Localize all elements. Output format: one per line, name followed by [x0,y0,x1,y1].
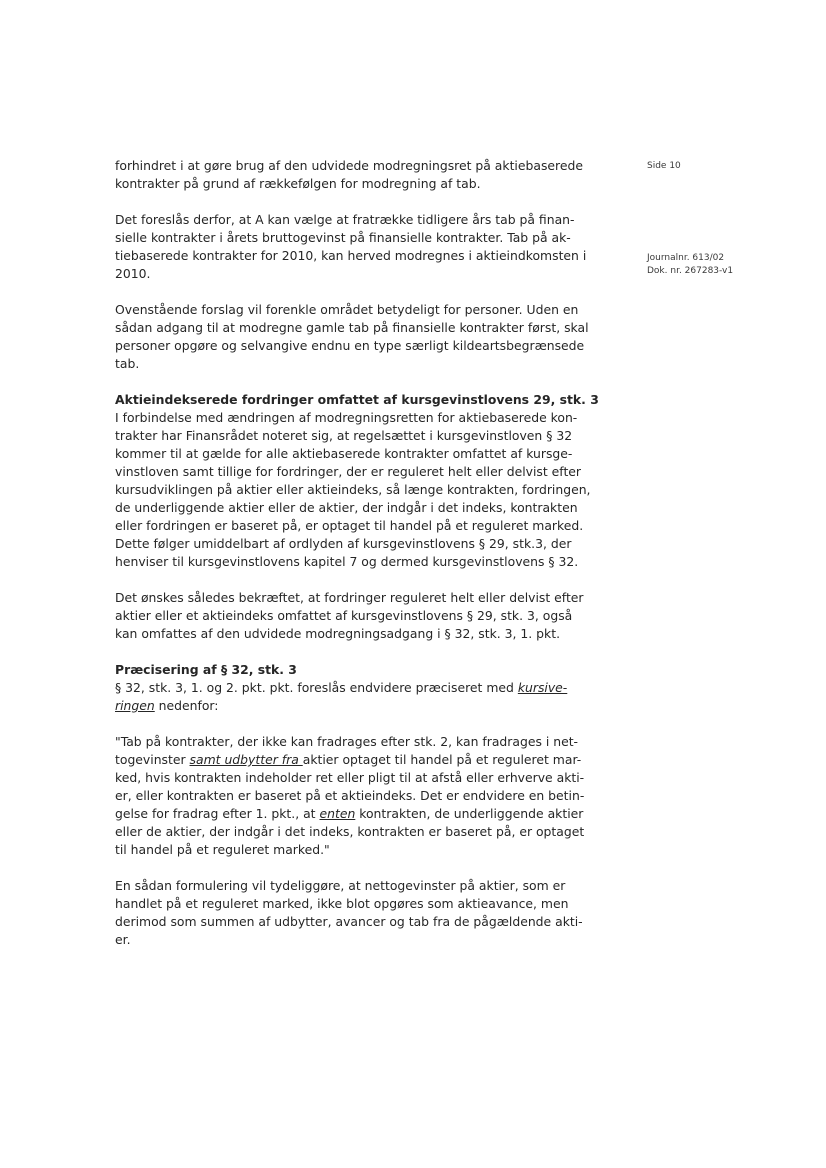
paragraph-1 [115,157,605,193]
text-line: kontrakter på grund af rækkefølgen for modregning af tab. [115,176,481,191]
text-line: trakter har Finansrådet noteret sig, at regelsættet i kursgevinstloven § 32 [115,428,573,443]
text-run: nedenfor: [154,698,219,713]
text-line [115,751,605,769]
emphasis-text: ringen [115,698,155,713]
text-line: Det foreslås derfor, at A kan vælge at fratrække tidligere års tab på finan- [115,212,575,227]
paragraph-4 [115,409,605,571]
page-number: Side 10 [647,161,681,171]
text-line: sielle kontrakter i årets bruttogevinst på finansielle kontrakter. Tab på ak- [115,230,571,245]
heading-text: Præcisering af § 32, stk. 3 [115,662,297,677]
text-line: kursudviklingen på aktier eller aktieindeks, så længe kontrakten, fordringen, [115,482,591,497]
text-line: kommer til at gælde for alle aktiebaserede kontrakter omfattet af kursge- [115,446,573,461]
text-line: henviser til kursgevinstlovens kapitel 7 og dermed kursgevinstlovens § 32. [115,554,579,569]
text-run: kontrakten, de underliggende aktier [355,806,584,821]
text-line: handlet på et reguleret marked, ikke blot opgøres som aktieavance, men [115,896,569,911]
document-number: Dok. nr. 267283-v1 [647,266,734,276]
section-heading-2 [115,661,605,679]
text-line: I forbindelse med ændringen af modregningsretten for aktiebaserede kon- [115,410,578,425]
text-line: personer opgøre og selvangive endnu en type særligt kildeartsbegrænsede [115,338,585,353]
text-line: forhindret i at gøre brug af den udvidede modregningsret på aktiebaserede [115,158,583,173]
text-line: er. [115,932,131,947]
text-line: ked, hvis kontrakten indeholder ret eller pligt til at afstå eller erhverve akti- [115,770,585,785]
text-line: til handel på et reguleret marked." [115,842,330,857]
quoted-provision [115,733,605,859]
text-line: "Tab på kontrakter, der ikke kan fradrages efter stk. 2, kan fradrages i net- [115,734,579,749]
document-body [115,157,605,949]
document-metadata [647,252,733,278]
heading-text: Aktieindekserede fordringer omfattet af kursgevinstlovens 29, stk. 3 [115,392,599,407]
paragraph-3 [115,301,605,373]
text-line: vinstloven samt tillige for fordringer, der er reguleret helt eller delvist efter [115,464,582,479]
emphasis-text: enten [319,806,356,821]
text-line: tiebaserede kontrakter for 2010, kan herved modregnes i aktieindkomsten i [115,248,587,263]
text-line: 2010. [115,266,151,281]
emphasis-text: kursive- [517,680,568,695]
text-run: gelse for fradrag efter 1. pkt., at [115,806,320,821]
text-line [115,679,605,697]
text-line: En sådan formulering vil tydeliggøre, at nettogevinster på aktier, som er [115,878,566,893]
emphasis-text: samt udbytter fra [189,752,303,767]
text-line: sådan adgang til at modregne gamle tab på finansielle kontrakter først, skal [115,320,589,335]
text-line: aktier eller et aktieindeks omfattet af kursgevinstlovens § 29, stk. 3, også [115,608,573,623]
text-line [115,805,605,823]
text-line: kan omfattes af den udvidede modregningsadgang i § 32, stk. 3, 1. pkt. [115,626,561,641]
paragraph-6 [115,679,605,715]
text-line: Det ønskes således bekræftet, at fordringer reguleret helt eller delvist efter [115,590,584,605]
section-heading-1 [115,391,605,409]
text-line: eller de aktier, der indgår i det indeks, kontrakten er baseret på, er optaget [115,824,585,839]
paragraph-7 [115,877,605,949]
text-line: tab. [115,356,140,371]
text-line: er, eller kontrakten er baseret på et aktieindeks. Det er endvidere en betin- [115,788,585,803]
paragraph-2 [115,211,605,283]
text-line [115,697,605,715]
text-run: aktier optaget til handel på et reguleret mar- [302,752,582,767]
text-line: Ovenstående forslag vil forenkle området betydeligt for personer. Uden en [115,302,579,317]
text-line: de underliggende aktier eller de aktier, der indgår i det indeks, kontrakten [115,500,578,515]
journal-number: Journalnr. 613/02 [647,253,725,263]
text-line: eller fordringen er baseret på, er optaget til handel på et reguleret marked. [115,518,584,533]
paragraph-5 [115,589,605,643]
text-run: § 32, stk. 3, 1. og 2. pkt. pkt. foreslås endvidere præciseret med [115,680,518,695]
text-line: derimod som summen af udbytter, avancer og tab fra de pågældende akti- [115,914,583,929]
text-line: Dette følger umiddelbart af ordlyden af kursgevinstlovens § 29, stk.3, der [115,536,572,551]
text-run: togevinster [115,752,190,767]
